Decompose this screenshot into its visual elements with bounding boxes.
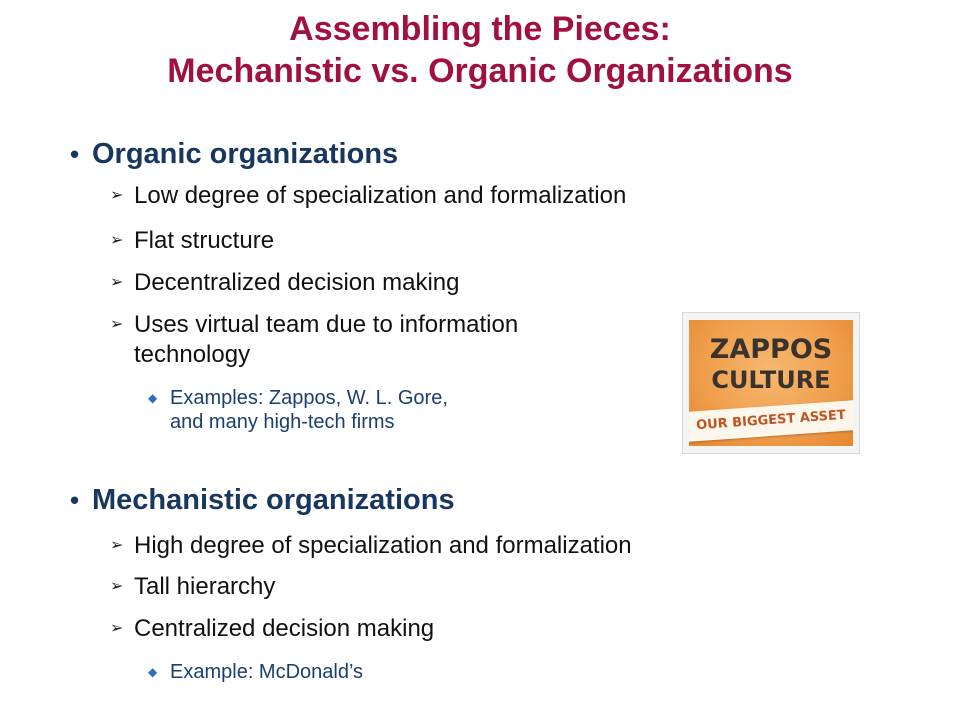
organic-example [148,386,448,434]
mechanistic-point-2 [110,572,275,602]
bullet-dot-icon: • [70,485,80,515]
organic-point-2 [110,226,274,256]
logo-ribbon [689,400,853,442]
organic-point-4-line-1: Uses virtual team due to information [134,311,519,338]
diamond-icon: ◆ [148,665,158,679]
organic-point-1 [110,181,626,211]
logo-ribbon-text: OUR BIGGEST ASSET [695,407,847,434]
slide-title [0,8,960,92]
organic-point-3 [110,268,460,298]
organic-point-3-text: Decentralized decision making [134,269,460,296]
arrow-right-icon: ➢ [110,537,124,554]
arrow-right-icon: ➢ [110,578,124,595]
arrow-right-icon: ➢ [110,187,124,204]
mechanistic-point-3 [110,614,434,644]
organic-example-line-2: and many high-tech firms [170,411,395,433]
zappos-culture-logo [682,312,860,454]
mechanistic-heading-text: Mechanistic organizations [92,484,455,516]
mechanistic-point-3-text: Centralized decision making [134,615,435,642]
arrow-right-icon: ➢ [110,274,124,291]
organic-point-2-text: Flat structure [134,227,275,254]
mechanistic-example-text: Example: McDonald’s [170,661,364,683]
organic-point-4 [110,310,518,370]
logo-text-culture: CULTURE [711,366,831,394]
organic-heading [70,138,398,171]
organic-point-4-line-2: technology [134,341,251,368]
mechanistic-point-1 [110,531,632,561]
title-line-1: Assembling the Pieces: [289,10,671,48]
bullet-dot-icon: • [70,139,80,169]
logo-card [689,320,853,446]
arrow-right-icon: ➢ [110,232,124,249]
organic-heading-text: Organic organizations [92,138,399,170]
title-line-2: Mechanistic vs. Organic Organizations [167,52,793,90]
mechanistic-point-1-text: High degree of specialization and formalization [134,532,632,559]
arrow-right-icon: ➢ [110,620,124,637]
mechanistic-point-2-text: Tall hierarchy [134,573,276,600]
logo-text-zappos: ZAPPOS [709,334,833,365]
diamond-icon: ◆ [148,391,158,405]
mechanistic-example [148,660,363,684]
organic-example-line-1: Examples: Zappos, W. L. Gore, [170,387,448,409]
arrow-right-icon: ➢ [110,316,124,333]
mechanistic-heading [70,484,455,517]
organic-point-1-text: Low degree of specialization and formalization [134,182,627,209]
